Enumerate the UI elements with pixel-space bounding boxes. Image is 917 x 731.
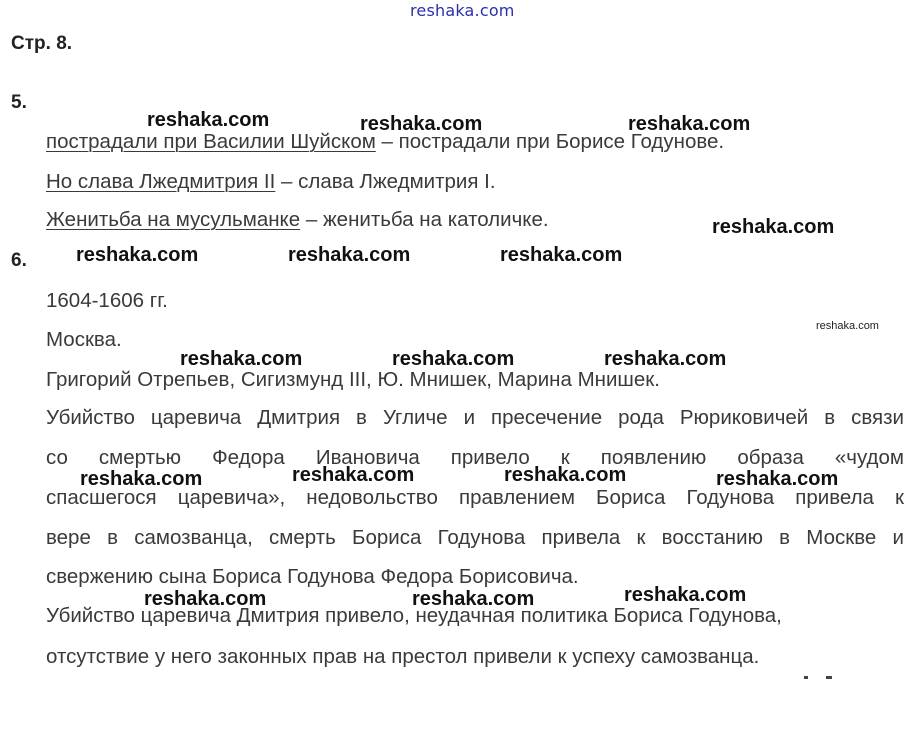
task-5-row <box>46 170 496 194</box>
task-5-row-rest: – пострадали при Борисе Годунове. <box>375 130 725 153</box>
watermark: reshaka.com <box>628 113 751 135</box>
watermark: reshaka.com <box>76 244 199 266</box>
task-5-row-rest: – слава Лжедмитрия I. <box>275 170 496 193</box>
watermark: reshaka.com <box>604 348 727 370</box>
task-6-para1-line: вере в самозванца, смерть Бориса Годунова привела к восстанию в Москве и <box>46 526 904 549</box>
watermark: reshaka.com <box>144 588 267 610</box>
watermark: reshaka.com <box>716 468 839 490</box>
watermark: reshaka.com <box>360 113 483 135</box>
site-header-link[interactable]: reshaka.com <box>410 1 515 20</box>
task-6-place: Москва. <box>46 328 122 351</box>
watermark: reshaka.com <box>80 468 203 490</box>
stray-mark <box>804 676 808 679</box>
task-5-row-underlined: пострадали при Василии Шуйском <box>46 130 376 153</box>
watermark: reshaka.com <box>816 320 879 332</box>
watermark: reshaka.com <box>412 588 535 610</box>
watermark: reshaka.com <box>392 348 515 370</box>
watermark: reshaka.com <box>180 348 303 370</box>
task-6-para2-line: Убийство царевича Дмитрия привело, неудачная политика Бориса Годунова, <box>46 604 782 627</box>
task-5-number: 5. <box>11 92 27 113</box>
task-6-para2-line: отсутствие у него законных прав на престол привели к успеху самозванца. <box>46 645 760 668</box>
watermark: reshaka.com <box>504 464 627 486</box>
task-5-row-rest: – женитьба на католичке. <box>300 208 549 231</box>
page-label: Стр. 8. <box>11 33 73 54</box>
watermark: reshaka.com <box>292 464 415 486</box>
task-6-para1-line: спасшегося царевича», недовольство правлением Бориса Годунова привела к <box>46 486 904 509</box>
task-6-para1-line: Убийство царевича Дмитрия в Угличе и пресечение рода Рюриковичей в связи <box>46 406 904 429</box>
task-6-para1-line: со смертью Федора Ивановича привело к появлению образа «чудом <box>46 446 904 469</box>
task-6-para1-line: свержению сына Бориса Годунова Федора Борисовича. <box>46 565 579 588</box>
task-6-number: 6. <box>11 250 27 271</box>
task-5-row <box>46 208 549 232</box>
watermark: reshaka.com <box>288 244 411 266</box>
watermark: reshaka.com <box>147 109 270 131</box>
task-5-row-underlined: Но слава Лжедмитрия II <box>46 170 276 193</box>
watermark: reshaka.com <box>624 584 747 606</box>
stray-mark <box>826 676 832 679</box>
task-6-persons: Григорий Отрепьев, Сигизмунд III, Ю. Мнишек, Марина Мнишек. <box>46 368 660 391</box>
watermark: reshaka.com <box>712 216 835 238</box>
task-5-row-underlined: Женитьба на мусульманке <box>46 208 301 231</box>
watermark: reshaka.com <box>500 244 623 266</box>
task-6-date: 1604-1606 гг. <box>46 289 168 312</box>
